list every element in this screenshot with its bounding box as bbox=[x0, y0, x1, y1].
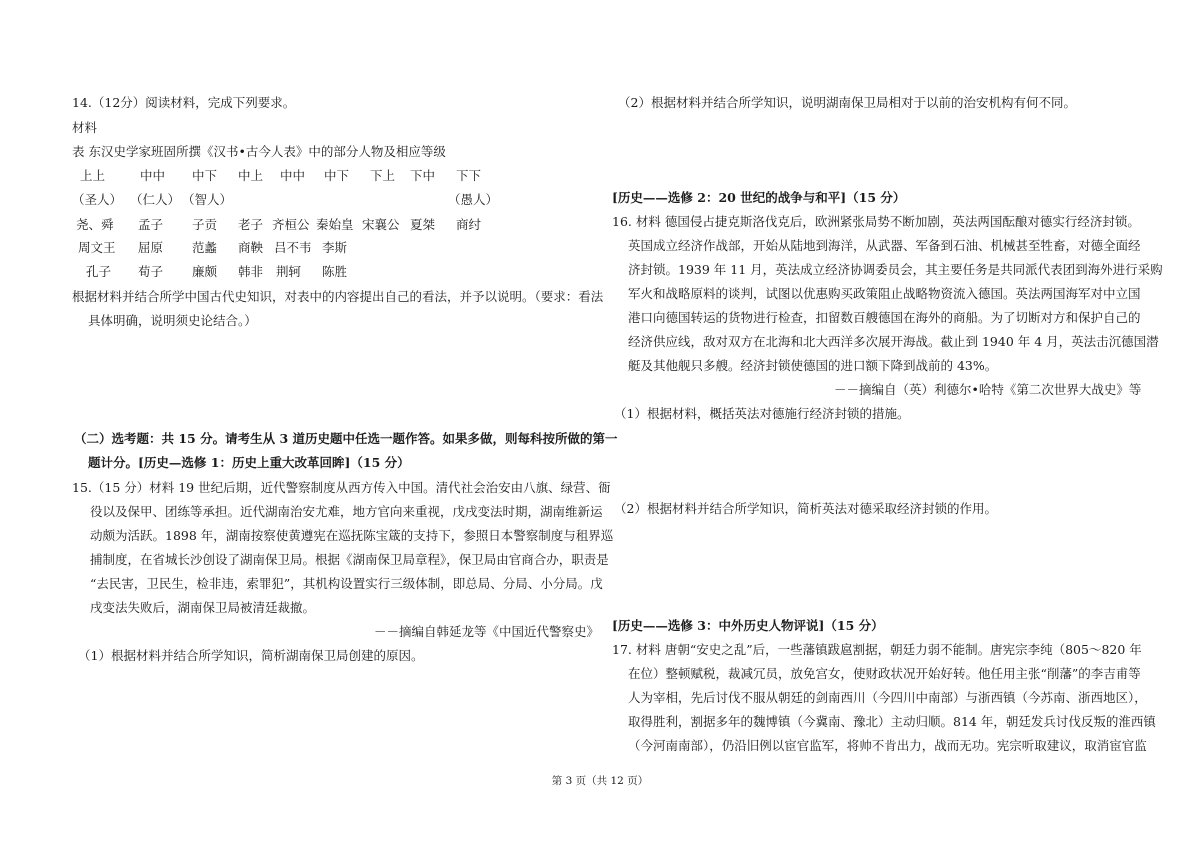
q16-text: 港口向德国转运的货物进行检查，扣留数百艘德国在海外的商船。为了切断对方和保护自己的 bbox=[628, 310, 1141, 325]
category-cell: （圣人） bbox=[72, 192, 123, 207]
section-heading: （二）选考题：共 15 分。请考生从 3 道历史题中任选一题作答。如果多做，则每科按所做的第一 bbox=[74, 431, 618, 446]
grade-cell: 下中 bbox=[410, 168, 436, 183]
person-cell: 吕不韦 bbox=[274, 240, 312, 255]
person-cell: 夏桀 bbox=[410, 217, 436, 232]
q16-subquestion-2: （2）根据材料并结合所学知识，简析英法对德采取经济封锁的作用。 bbox=[614, 501, 997, 516]
grade-cell: 下下 bbox=[456, 168, 482, 183]
person-cell: 廉颇 bbox=[192, 264, 218, 279]
q16-text: 英国成立经济作战部，开始从陆地到海洋，从武器、军备到石油、机械甚至牲畜，对德全面经 bbox=[628, 238, 1141, 253]
grade-cell: 下上 bbox=[370, 168, 396, 183]
elective-2-heading: [历史——选修 2：20 世纪的战争与和平]（15 分） bbox=[612, 190, 906, 205]
q15-text: 动颇为活跃。1898 年，湖南按察使黄遵宪在巡抚陈宝箴的支持下，参照日本警察制度与租界巡 bbox=[90, 528, 614, 543]
person-cell: 周文王 bbox=[78, 240, 116, 255]
q15-text: 戌变法失败后，湖南保卫局被清廷裁撤。 bbox=[90, 600, 316, 615]
category-cell: （仁人） bbox=[130, 192, 181, 207]
grade-cell: 中中 bbox=[140, 168, 166, 183]
category-cell: （智人） bbox=[182, 192, 233, 207]
table-caption: 表 东汉史学家班固所撰《汉书•古今人表》中的部分人物及相应等级 bbox=[72, 144, 446, 159]
person-cell: 屈原 bbox=[138, 240, 164, 255]
person-cell: 齐桓公 bbox=[272, 217, 310, 232]
q15-text: “去民害，卫民生，检非违，索罪犯”，其机构设置实行三级体制，即总局、分局、小分局。戊 bbox=[90, 576, 603, 591]
q16-text: 济封锁。1939 年 11 月，英法成立经济协调委员会，其主要任务是共同派代表团到海外进行采购 bbox=[628, 262, 1163, 277]
person-cell: 孟子 bbox=[138, 217, 164, 232]
q16-text: 军火和战略原料的谈判，试图以优惠购买政策阻止战略物资流入德国。英法两国海军对中立国 bbox=[628, 286, 1141, 301]
person-cell: 子贡 bbox=[192, 217, 218, 232]
person-cell: 商纣 bbox=[456, 217, 482, 232]
person-cell: 韩非 bbox=[238, 264, 264, 279]
grade-cell: 中下 bbox=[192, 168, 218, 183]
person-cell: 商鞅 bbox=[238, 240, 264, 255]
q15-subquestion-2: （2）根据材料并结合所学知识，说明湖南保卫局相对于以前的治安机构有何不同。 bbox=[618, 95, 1076, 110]
q16-source: －－摘编自（英）利德尔•哈特《第二次世界大战史》等 bbox=[834, 382, 1142, 397]
grade-cell: 中中 bbox=[280, 168, 306, 183]
person-cell: 宋襄公 bbox=[362, 217, 400, 232]
q14-requirement: 根据材料并结合所学中国古代史知识，对表中的内容提出自己的看法，并予以说明。（要求：看法 bbox=[72, 289, 604, 304]
q15-subquestion-1: （1）根据材料并结合所学知识，简析湖南保卫局创建的原因。 bbox=[78, 648, 424, 663]
q17-text: 在位）整顿赋税，裁减冗员，放免宫女，使财政状况开始好转。他任用主张“削藩”的李吉甫等 bbox=[628, 666, 1141, 681]
q15-source: －－摘编自韩延龙等《中国近代警察史》 bbox=[374, 624, 600, 639]
person-cell: 老子 bbox=[238, 217, 264, 232]
section-heading-cont: 题计分。[历史—选修 1：历史上重大改革回眸]（15 分） bbox=[88, 455, 410, 470]
q16-text: 16. 材料 德国侵占捷克斯洛伐克后，欧洲紧张局势不断加剧，英法两国酝酿对德实行经济封锁。 bbox=[612, 214, 1140, 229]
grade-cell: 上上 bbox=[80, 168, 106, 183]
q15-text: 役以及保甲、团练等承担。近代湖南治安尤难，地方官向来重视，戊戌变法时期，湖南维新运 bbox=[90, 504, 603, 519]
grade-cell: 中上 bbox=[238, 168, 264, 183]
person-cell: 荀子 bbox=[138, 264, 164, 279]
person-cell: 秦始皇 bbox=[316, 217, 354, 232]
person-cell: 陈胜 bbox=[322, 264, 348, 279]
page-footer: 第 3 页（共 12 页） bbox=[551, 775, 649, 787]
q17-text: （今河南南部），仍沿旧例以宦官监军，将帅不肯出力，战而无功。宪宗听取建议，取消宦官监 bbox=[628, 738, 1147, 753]
person-cell: 尧、舜 bbox=[76, 217, 114, 232]
q16-text: 艇及其他舰只多艘。经济封锁使德国的进口额下降到战前的 43%。 bbox=[628, 358, 998, 373]
q14-requirement-cont: 具体明确，说明须史论结合。） bbox=[88, 313, 257, 328]
person-cell: 荆轲 bbox=[276, 264, 302, 279]
person-cell: 孔子 bbox=[86, 264, 112, 279]
grade-cell: 中下 bbox=[324, 168, 350, 183]
q16-text: 经济供应线，敌对双方在北海和北大西洋多次展开海战。截止到 1940 年 4 月，英法击沉德国潜 bbox=[628, 334, 1159, 349]
q14-title: 14.（12分）阅读材料，完成下列要求。 bbox=[72, 95, 296, 110]
person-cell: 李斯 bbox=[322, 240, 348, 255]
q15-text: 15.（15 分）材料 19 世纪后期，近代警察制度从西方传入中国。清代社会治安由八旗、绿营、衙 bbox=[72, 480, 611, 495]
q17-text: 取得胜利，割据多年的魏博镇（今冀南、豫北）主动归顺。814 年，朝廷发兵讨伐反叛的淮西镇 bbox=[628, 714, 1156, 729]
category-cell: （愚人） bbox=[448, 192, 499, 207]
person-cell: 范蠡 bbox=[192, 240, 218, 255]
q16-subquestion-1: （1）根据材料，概括英法对德施行经济封锁的措施。 bbox=[614, 406, 910, 421]
q17-text: 人为宰相，先后讨伐不服从朝廷的剑南西川（今四川中南部）与浙西镇（今苏南、浙西地区）， bbox=[628, 690, 1147, 705]
q17-text: 17. 材料 唐朝“安史之乱”后，一些藩镇跋扈割据，朝廷力弱不能制。唐宪宗李纯（805～820 年 bbox=[612, 642, 1142, 657]
elective-3-heading: [历史——选修 3：中外历史人物评说]（15 分） bbox=[612, 618, 884, 633]
q15-text: 捕制度，在省城长沙创设了湖南保卫局。根据《湖南保卫局章程》，保卫局由官商合办，职责是 bbox=[90, 552, 609, 567]
material-label: 材料 bbox=[72, 120, 98, 135]
